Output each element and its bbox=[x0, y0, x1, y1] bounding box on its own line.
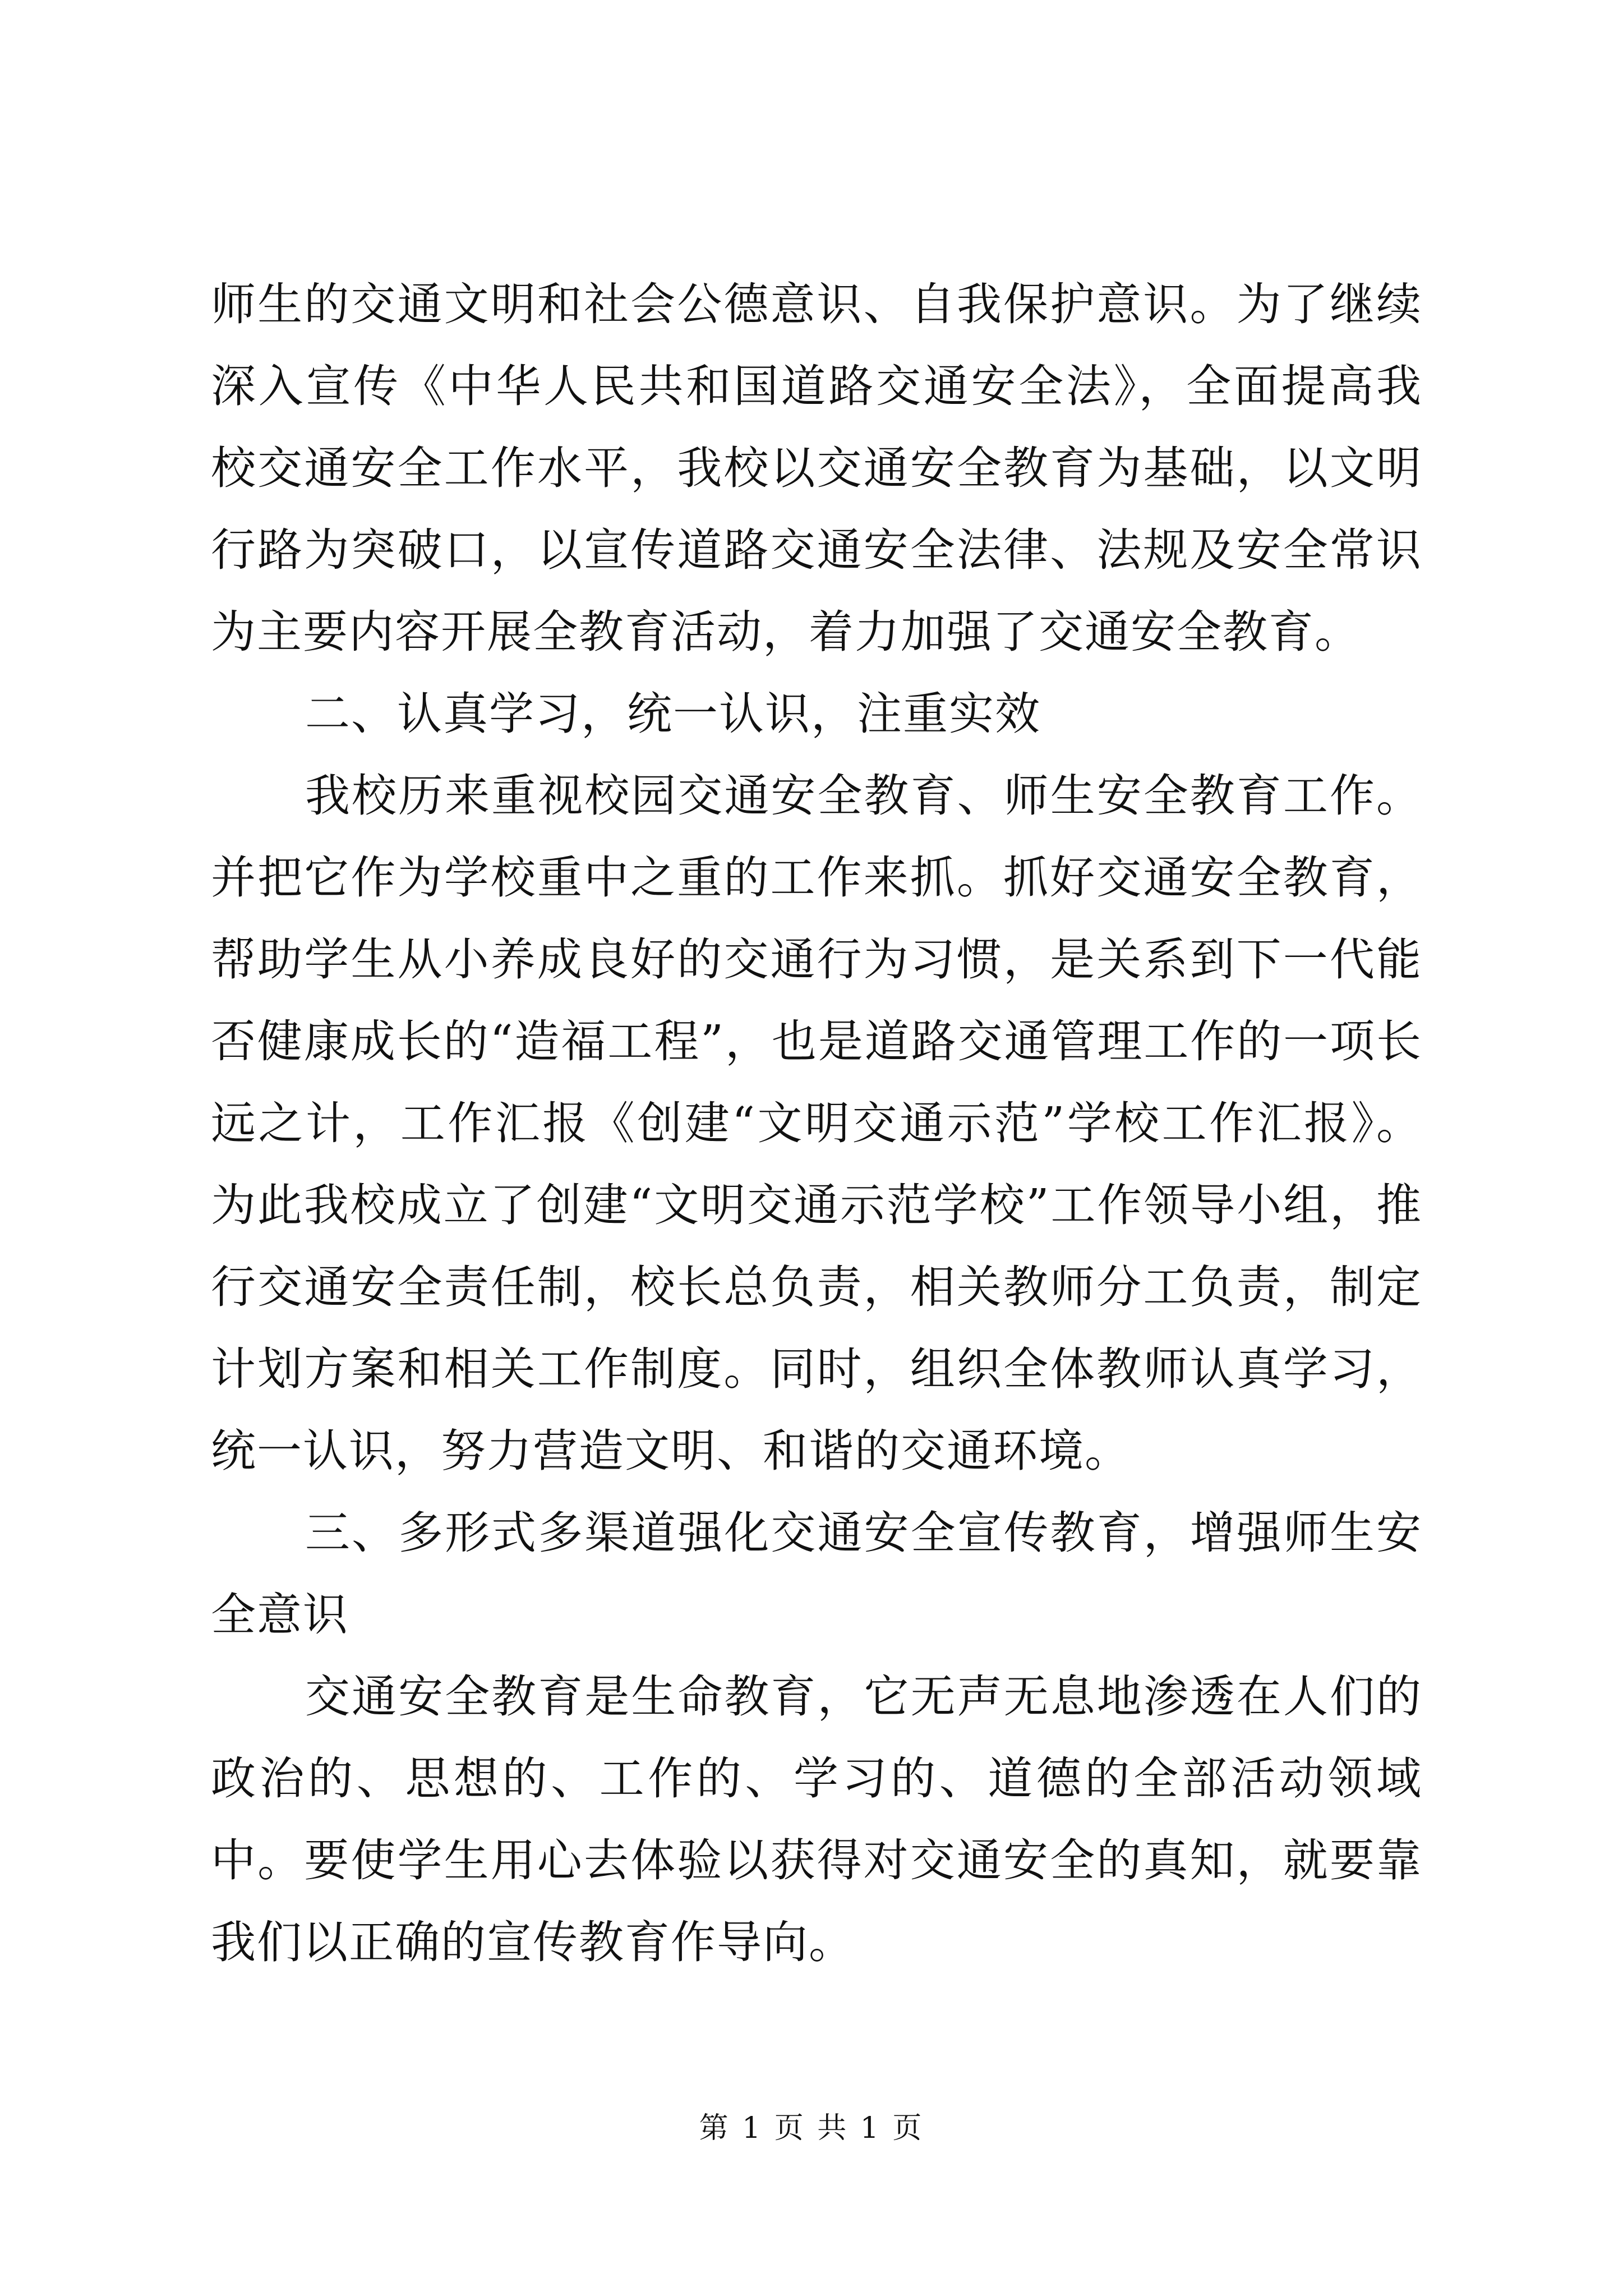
paragraph-section-2: 我校历来重视校园交通安全教育、师生安全教育工作。并把它作为学校重中之重的工作来抓。抓好交通安全教育，帮助学生从小养成良好的交通行为习惯，是关系到下一代能否健康成长的“造福工程”，也是道路交通管理工作的一项长远之计，工作汇报《创建“文明交通示范”学校工作汇报》。为此我校成立了创建“文明交通示范学校”工作领导小组，推行交通安全责任制，校长总负责，相关教师分工负责，制定计划方案和相关工作制度。同时，组织全体教师认真学习，统一认识，努力营造文明、和谐的交通环境。 bbox=[211, 770, 1422, 1477]
section-heading-3: 三、多形式多渠道强化交通安全宣传教育，增强师生安全意识 bbox=[211, 1507, 1422, 1641]
section-heading-2: 二、认真学习，统一认识，注重实效 bbox=[305, 688, 1041, 740]
document-body bbox=[211, 264, 1422, 1984]
paragraph-continuation: 师生的交通文明和社会公德意识、自我保护意识。为了继续深入宣传《中华人民共和国道路交通安全法》，全面提高我校交通安全工作水平，我校以交通安全教育为基础，以文明行路为突破口，以宣传道路交通安全法律、法规及安全常识为主要内容开展全教育活动，着力加强了交通安全教育。 bbox=[211, 278, 1422, 658]
page-footer: 第 1 页 共 1 页 bbox=[699, 2111, 924, 2145]
paragraph-section-3: 交通安全教育是生命教育，它无声无息地渗透在人们的政治的、思想的、工作的、学习的、道德的全部活动领域中。要使学生用心去体验以获得对交通安全的真知，就要靠我们以正确的宣传教育作导向。 bbox=[211, 1671, 1422, 1968]
